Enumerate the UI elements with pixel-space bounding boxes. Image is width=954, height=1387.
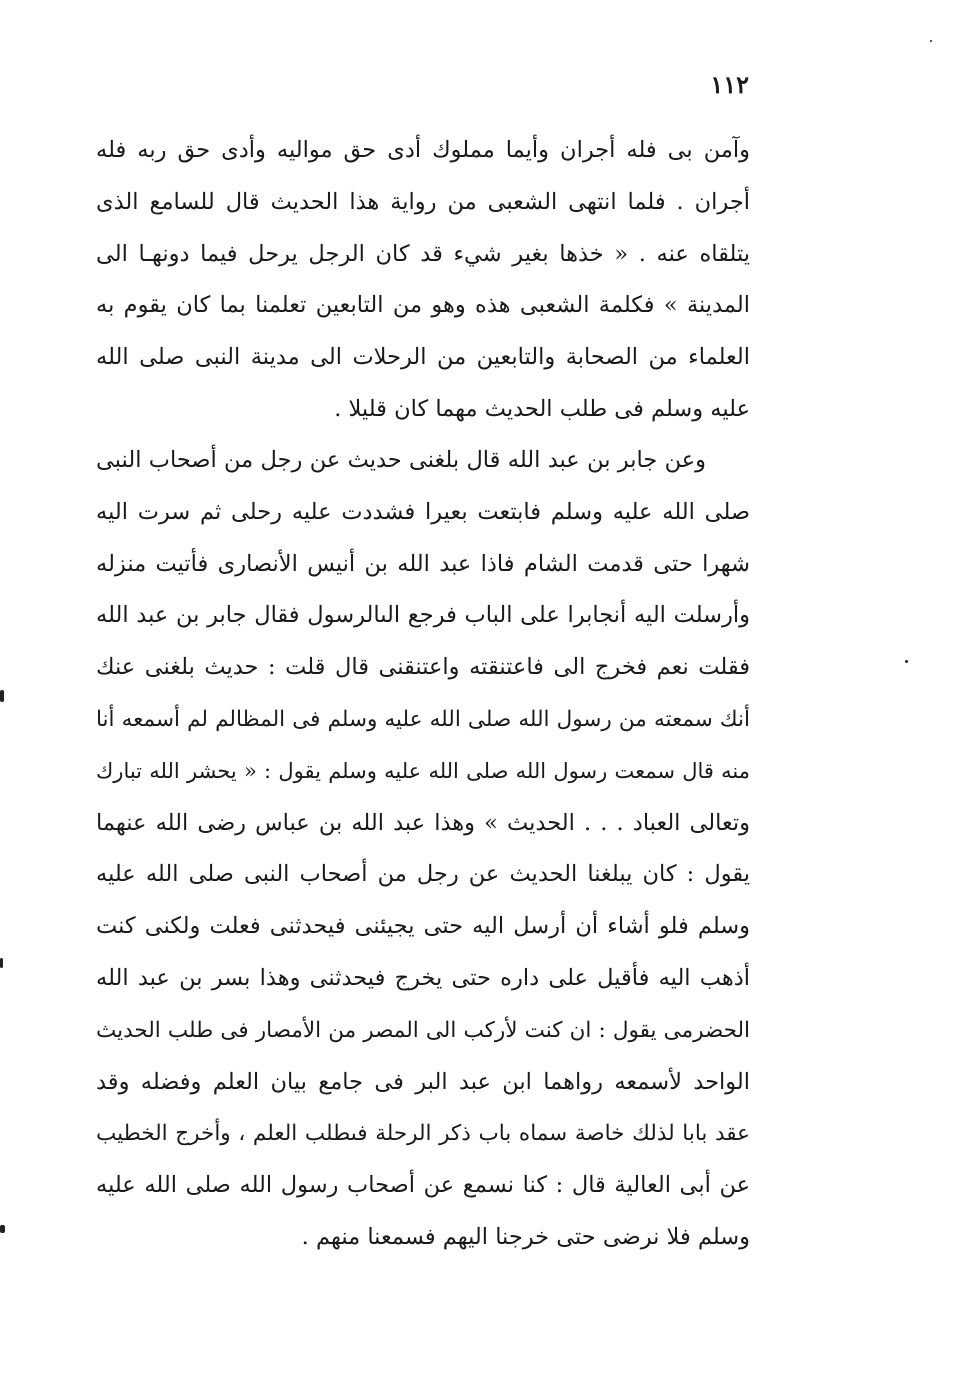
text-line: منه قال سمعت رسول الله صلى الله عليه وسلم يقول : « يحشر الله تبارك [96, 758, 750, 783]
text-line: وآمن بى فله أجران وأيما مملوك أدى حق مواليه وأدى حق ربه فله [96, 137, 750, 163]
text-line: المدينة » فكلمة الشعبى هذه وهو من التابعين تعلمنا بما كان يقوم به [96, 292, 750, 319]
text-line: أذهب اليه فأقيل على داره حتى يخرج فيحدثنى وهذا بسر بن عبد الله [96, 964, 750, 991]
paragraph-2 [96, 435, 750, 1264]
text-line: أجران . فلما انتهى الشعبى من رواية هذا الحديث قال للسامع الذى [96, 188, 750, 215]
text-line: وسلم فلو أشاء أن أرسل اليه حتى يجيئنى فيحدثنى فعلت ولكنى كنت [96, 913, 750, 940]
text-line: صلى الله عليه وسلم فابتعت بعيرا فشددت عليه رحلى ثم سرت اليه [96, 498, 750, 525]
text-line: فقلت نعم فخرج الى فاعتنقته واعتنقنى قال قلت : حديث بلغنى عنك [96, 654, 750, 681]
text-line: عقد بابا لذلك خاصة سماه باب ذكر الرحلة فىطلب العلم ، وأخرج الخطيب [96, 1121, 750, 1147]
scan-speck [930, 40, 932, 42]
text-line: يقول : كان يبلغنا الحديث عن رجل من أصحاب النبى صلى الله عليه [96, 861, 750, 888]
scan-speck [0, 1225, 5, 1233]
text-line: الحضرمى يقول : ان كنت لأركب الى المصر من الأمصار فى طلب الحديث [96, 1017, 750, 1043]
text-line: وتعالى العباد . . . الحديث » وهذا عبد الله بن عباس رضى الله عنهما [96, 809, 750, 836]
text-line: عن أبى العالية قال : كنا نسمع عن أصحاب رسول الله صلى الله عليه [96, 1172, 750, 1199]
text-line: وسلم فلا نرضى حتى خرجنا اليهم فسمعنا منهم . [301, 1223, 750, 1250]
scan-speck [0, 690, 4, 702]
text-line: شهرا حتى قدمت الشام فاذا عبد الله بن أنيس الأنصارى فأتيت منزله [96, 550, 750, 577]
text-line: وأرسلت اليه أنجابرا على الباب فرجع الىالرسول فقال جابر بن عبد الله [96, 602, 750, 629]
text-line: العلماء من الصحابة والتابعين من الرحلات الى مدينة النبى صلى الله [96, 344, 750, 371]
text-line: يتلقاه عنه . « خذها بغير شيء قد كان الرجل يرحل فيما دونهـا الى [96, 240, 750, 267]
scan-speck [905, 660, 908, 663]
scan-speck [0, 958, 3, 968]
text-line: عليه وسلم فى طلب الحديث مهما كان قليلا . [334, 395, 750, 422]
text-line: الواحد لأسمعه رواهما ابن عبد البر فى جامع بيان العلم وفضله وقد [96, 1068, 750, 1095]
page-number: ١١٢ [710, 70, 749, 99]
paragraph-1 [96, 125, 750, 436]
text-line: وعن جابر بن عبد الله قال بلغنى حديث عن رجل من أصحاب النبى [96, 447, 706, 473]
text-line: أنك سمعته من رسول الله صلى الله عليه وسلم فى المظالم لم أسمعه أنا [96, 706, 750, 732]
